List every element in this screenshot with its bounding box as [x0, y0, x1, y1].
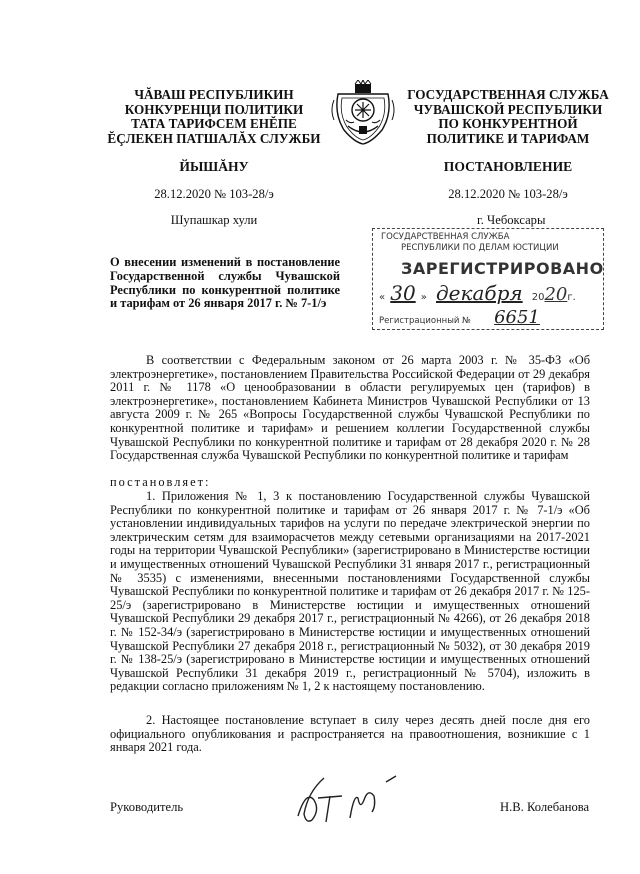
left-header-line: КОНКУРЕНЦИ ПОЛИТИКИ: [124, 101, 304, 117]
stamp-date-year-prefix: 20: [531, 292, 545, 303]
body-item-1: 1. Приложения № 1, 3 к постановлению Государственной службы Чувашской Республики по конкурентной политике и тарифам от 26 января 2017 г. № 7-1/э «Об установлении индивидуальных тарифов на услуги по передаче электрической энергии по электрическим сетям для взаиморасчетов между сетевыми организациями на 2017-2021 годы на территории Чувашской Республики» (зарегистрировано в Министерстве юстиции и имущественных отношений Чувашской Республики 31 января 2017 г., регистрационный № 3535) с изменениями, внесенными постановлениями Государственной службы Чувашской Республики по конкурентной политике и тарифам от 26 декабря 2017 г. № 125-25/э (зарегистрировано в Министерстве юстиции и имущественных отношений Чувашской Республики 29 декабря 2017 г., регистрационный № 4266), от 26 декабря 2018 г. № 152-34/э (зарегистрировано в Министерстве юстиции и имущественных отношений Чувашской Республики 27 декабря 2018 г., регистрационный № 5032), от 30 декабря 2019 г. № 138-25/э (зарегистрировано в Министерстве юстиции и имущественных отношений Чувашской Республики 31 декабря 2019 г., регистрационный № 5704), изложить в редакции согласно приложениям № 1, 2 к настоящему постановлению.: [110, 489, 590, 694]
body-item-2: 2. Настоящее постановление вступает в силу через десять дней после дня его официального опубликования и распространяется на правоотношения, возникшие с 1 января 2021 года.: [110, 713, 590, 755]
handwritten-signature: [292, 770, 412, 826]
right-header: [392, 88, 624, 146]
left-header: [96, 88, 332, 146]
stamp-date-year: 20: [544, 284, 568, 305]
left-doc-number: 28.12.2020 № 103-28/э: [154, 187, 274, 201]
right-header-line: ПО КОНКУРЕНТНОЙ: [438, 116, 578, 131]
signature-position: Руководитель: [110, 800, 184, 814]
right-city: г. Чебоксары: [477, 213, 546, 227]
stamp-line: ГОСУДАРСТВЕННАЯ СЛУЖБА: [381, 232, 510, 242]
right-header-line: ЧУВАШСКОЙ РЕСПУБЛИКИ: [413, 101, 603, 117]
stamp-registered: ЗАРЕГИСТРИРОВАНО: [401, 259, 604, 278]
stamp-reg-label: Регистрационный №: [379, 316, 471, 326]
right-header-line: ПОЛИТИКЕ И ТАРИФАМ: [426, 130, 590, 146]
stamp-line: РЕСПУБЛИКИ ПО ДЕЛАМ ЮСТИЦИИ: [401, 243, 559, 253]
right-doc-type: ПОСТАНОВЛЕНИЕ: [443, 159, 573, 174]
stamp-date-month: декабря: [435, 281, 523, 305]
body-decree-word: постановляет:: [110, 475, 211, 489]
stamp-date: « 30 » декабря 2020г.: [379, 281, 576, 305]
body-preamble: В соответствии с Федеральным законом от 26 марта 2003 г. № 35-ФЗ «Об электроэнергетике», постановлением Правительства Российской Федерации от 29 декабря 2011 г. № 1178 «О ценообразовании в области регулируемых цен (тарифов) в электроэнергетике», постановлением Кабинета Министров Чувашской Республики от 13 августа 2009 г. № 265 «Вопросы Государственной службы Чувашской Республики по конкурентной политике и тарифам» и решением коллегии Государственной службы Чувашской Республики по конкурентной политике и тарифам от 28 декабря 2020 г. № 28 Государственная служба Чувашской Республики по конкурентной политике и тарифам: [110, 353, 590, 463]
stamp-date-day: 30: [390, 281, 416, 305]
right-doc-number: 28.12.2020 № 103-28/э: [448, 187, 568, 201]
stamp-reg-number: 6651: [494, 307, 540, 328]
left-doc-type: ЙЫШĂНУ: [179, 159, 249, 174]
right-header-line: ГОСУДАРСТВЕННАЯ СЛУЖБА: [407, 87, 609, 102]
document-subject: О внесении изменений в постановление Государственной службы Чувашской Республики по конкурентной политике и тарифам от 26 января 2017 г. № 7-1/э: [110, 255, 340, 311]
stamp-reg-row: [379, 307, 540, 328]
signature-name: Н.В. Колебанова: [500, 800, 590, 814]
left-header-line: ТАТА ТАРИФСЕМ ЕНĔПЕ: [131, 116, 297, 131]
coat-of-arms-emblem: [328, 80, 398, 146]
left-header-line: ĔÇЛЕКЕН ПАТШАЛĂХ СЛУЖБИ: [107, 130, 321, 146]
left-city: Шупашкар хули: [170, 213, 258, 227]
stamp-date-suffix: г.: [567, 292, 576, 303]
registration-stamp: [372, 228, 604, 330]
left-header-line: ЧĂВАШ РЕСПУБЛИКИН: [134, 87, 294, 102]
